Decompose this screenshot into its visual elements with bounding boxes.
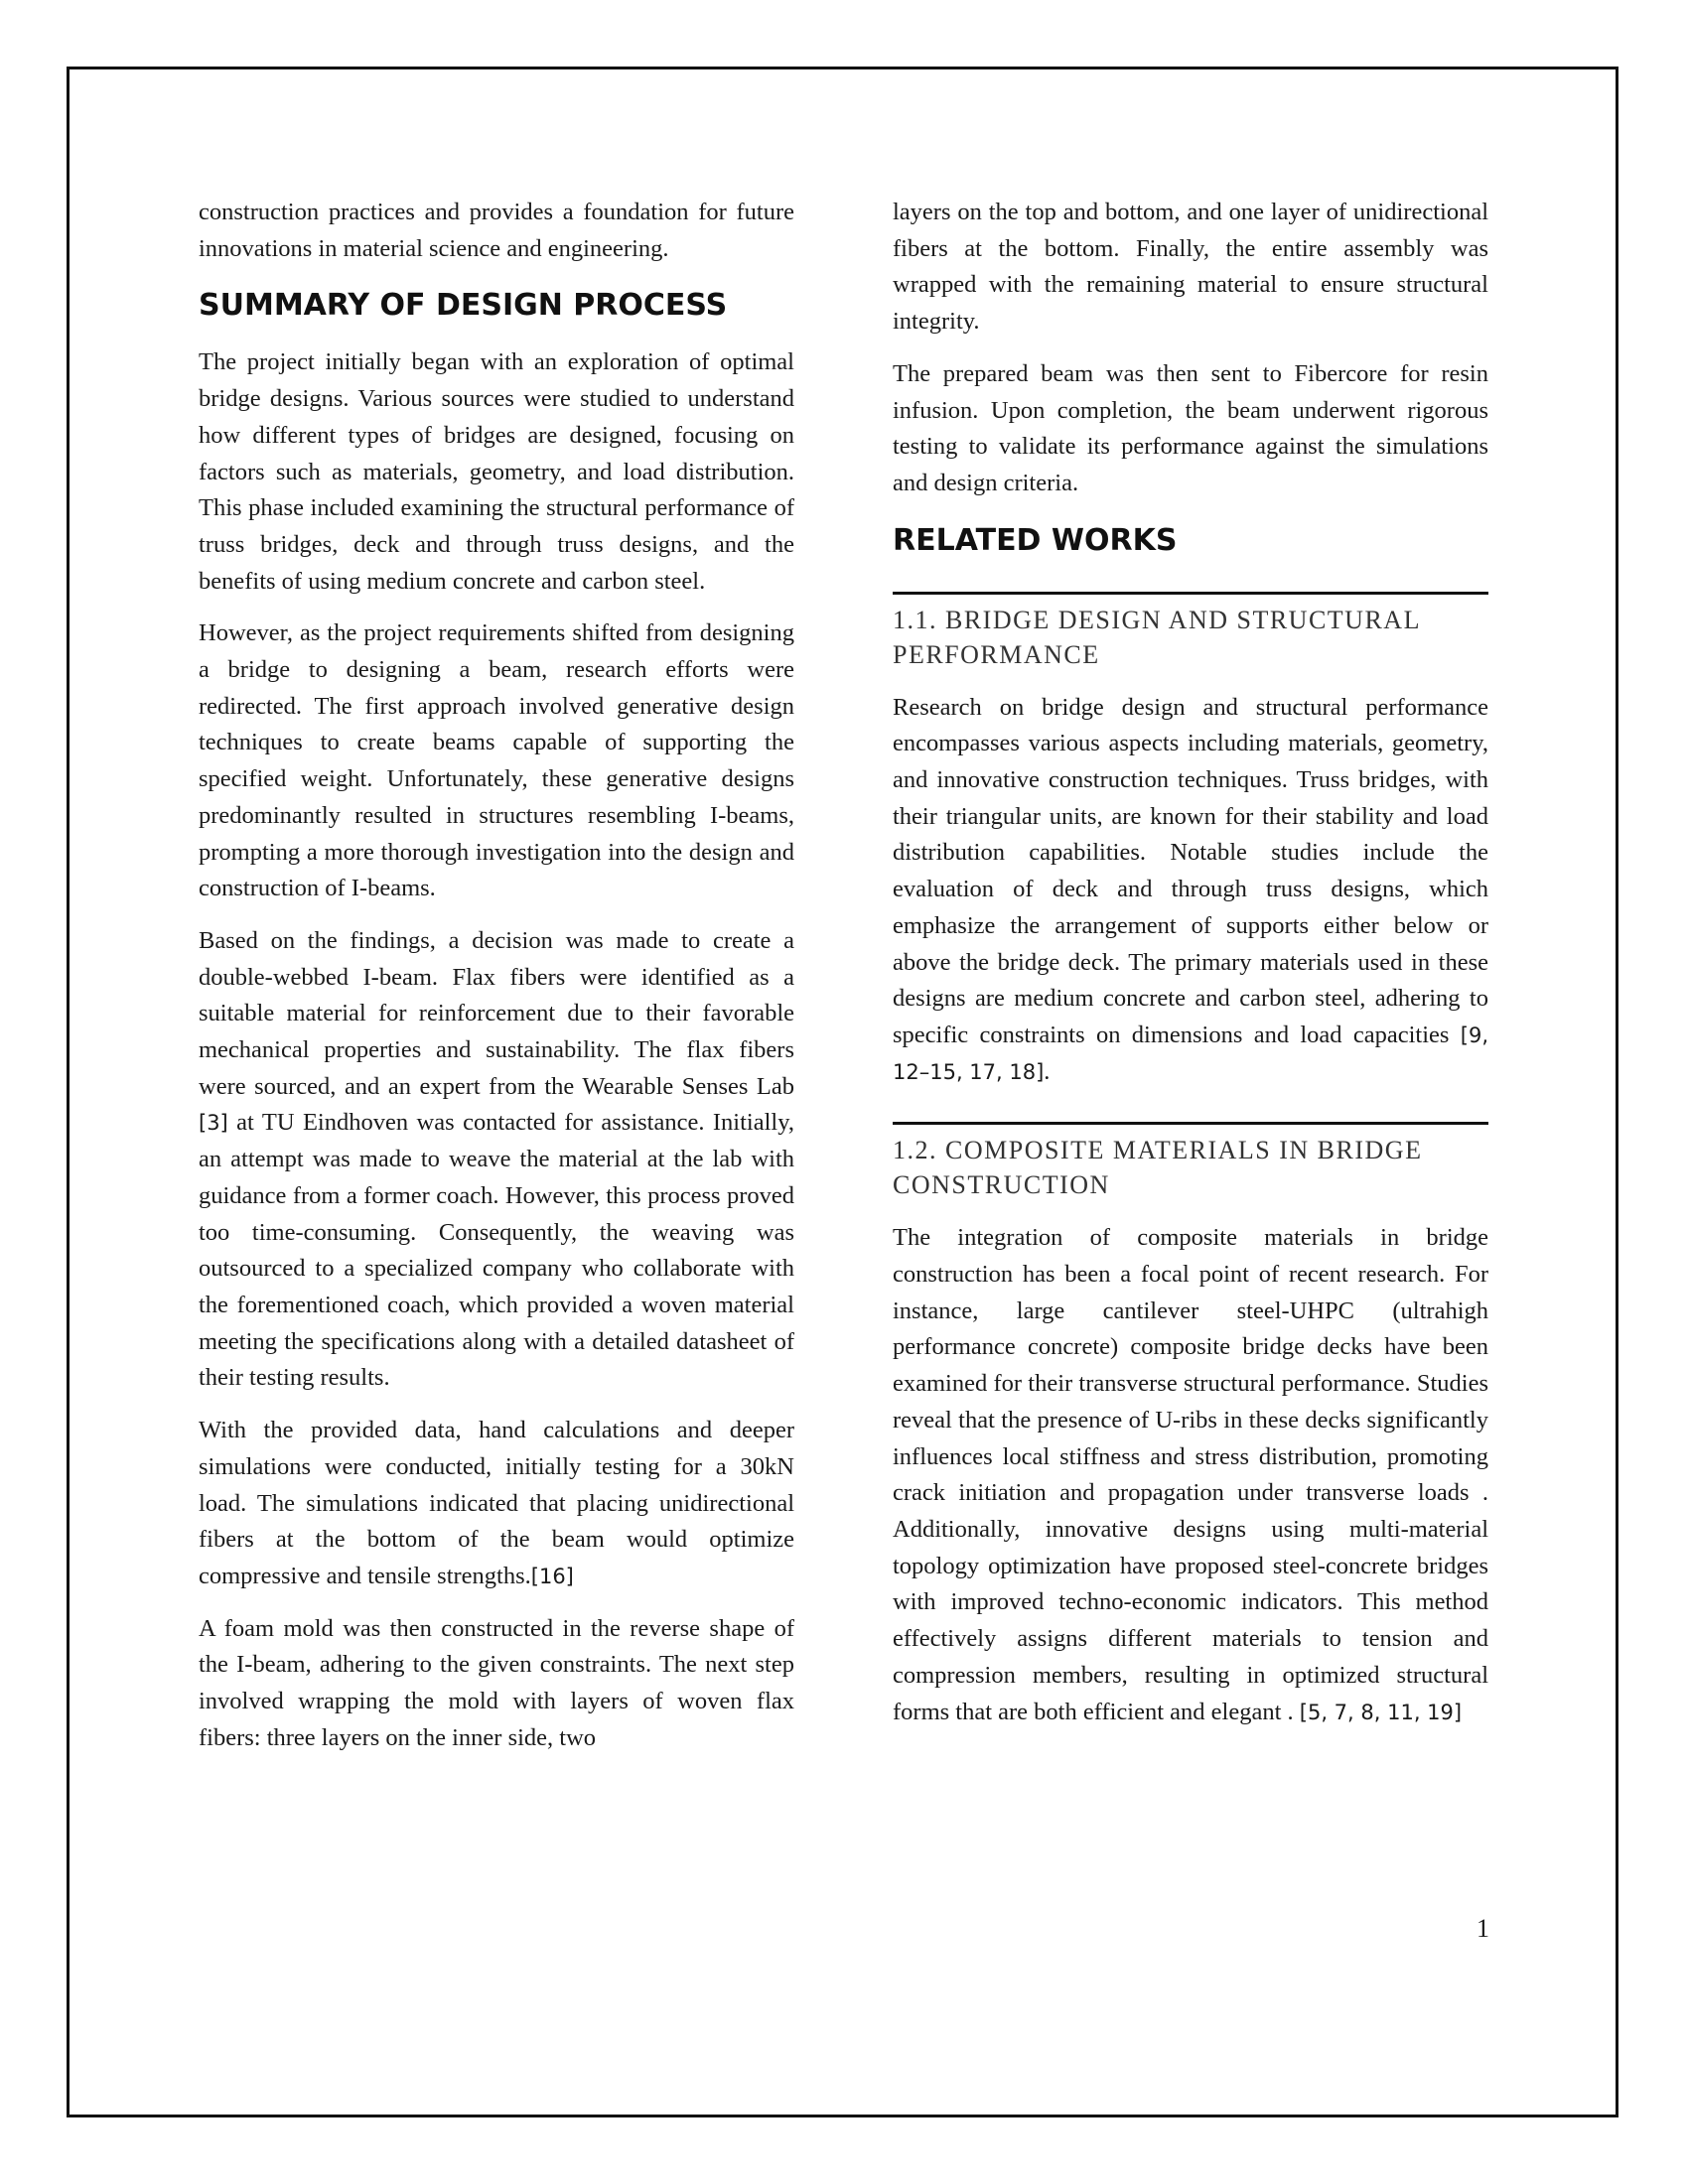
subsection-1-1-heading: 1.1. BRIDGE DESIGN AND STRUCTURAL PERFORMANCE [893, 592, 1488, 672]
bridge-design-period: . [1044, 1057, 1051, 1085]
left-column [199, 195, 794, 1772]
foam-mold-paragraph-end: layers on the top and bottom, and one layer of unidirectional fibers at the bottom. Finally, the entire assembly was wrapped with the remaining material to ensure structural integrity. [893, 199, 1488, 336]
flax-fiber-text-before-citation: Based on the findings, a decision was made to create a double-webbed I-beam. Flax fibers were identified as a suitable material for reinforcement due to their favorable mechanical properties and sustainability. The flax fibers were sourced, and an expert from the Wearable Senses Lab [199, 926, 794, 1100]
bridge-design-paragraph [893, 690, 1488, 1091]
page-number: 1 [1477, 1914, 1489, 1943]
flax-fiber-paragraph [199, 923, 794, 1397]
resin-infusion-paragraph: The prepared beam was then sent to Fibercore for resin infusion. Upon completion, the beam underwent rigorous testing to validate its performance against the simulations and design criteria. [893, 359, 1488, 496]
composite-materials-text: The integration of composite materials in bridge construction has been a focal point of recent research. For instance, large cantilever steel-UHPC (ultrahigh performance concrete) composite bridge decks have been examined for their transverse structural performance. Studies reveal that the presence of U-ribs in these decks significantly influences local stiffness and stress distribution, promoting crack initiation and propagation under transverse loads . Additionally, innovative designs using multi-material topology optimization have proposed steel-concrete bridges with improved techno-economic indicators. This method effectively assigns different materials to tension and compression members, resulting in optimized structural forms that are both efficient and elegant . [893, 1224, 1488, 1725]
related-works-heading: RELATED WORKS [893, 522, 1178, 558]
citation-3: [3] [199, 1111, 228, 1136]
exploration-paragraph: The project initially began with an exploration of optimal bridge designs. Various sources were studied to understand how different types of bridges are designed, focusing on factors such as materials, geometry, and load distribution. This phase included examining the structural performance of truss bridges, deck and through truss designs, and the benefits of using medium concrete and carbon steel. [199, 348, 794, 595]
subsection-1-2-heading: 1.2. COMPOSITE MATERIALS IN BRIDGE CONSTRUCTION [893, 1122, 1488, 1202]
flax-fiber-text-after-citation: at TU Eindhoven was contacted for assistance. Initially, an attempt was made to weave the material at the lab with guidance from a former coach. However, this process proved too time-consuming. Consequently, the weaving was outsourced to a specialized company who collaborate with the forementioned coach, which provided a woven material meeting the specifications along with a detailed datasheet of their testing results. [199, 1109, 794, 1392]
requirements-shift-paragraph: However, as the project requirements shifted from designing a bridge to designing a beam, research efforts were redirected. The first approach involved generative design techniques to create beams capable of supporting the specified weight. Unfortunately, these generative designs predominantly resulted in structures resembling I-beams, prompting a more thorough investigation into the design and construction of I-beams. [199, 619, 794, 902]
composite-materials-paragraph [893, 1220, 1488, 1730]
simulation-paragraph [199, 1413, 794, 1595]
right-column [893, 195, 1488, 1746]
citation-composite-materials: [5, 7, 8, 11, 19] [1299, 1700, 1463, 1724]
intro-continuation-paragraph: construction practices and provides a foundation for future innovations in material science and engineering. [199, 199, 794, 262]
summary-section-heading: SUMMARY OF DESIGN PROCESS [199, 288, 728, 324]
simulation-text: With the provided data, hand calculations and deeper simulations were conducted, initially testing for a 30kN load. The simulations indicated that placing unidirectional fibers at the bottom of the beam would optimize compressive and tensile strengths. [199, 1417, 794, 1589]
bridge-design-text: Research on bridge design and structural performance encompasses various aspects including materials, geometry, and innovative construction techniques. Truss bridges, with their triangular units, are known for their stability and load distribution capabilities. Notable studies include the evaluation of deck and through truss designs, which emphasize the arrangement of supports either below or above the bridge deck. The primary materials used in these designs are medium concrete and carbon steel, adhering to specific constraints on dimensions and load capacities [893, 693, 1488, 1048]
citation-bridge-design: [9, 12–15, 17, 18] [893, 1023, 1488, 1084]
foam-mold-paragraph-start: A foam mold was then constructed in the reverse shape of the I-beam, adhering to the given constraints. The next step involved wrapping the mold with layers of woven flax fibers: three layers on the inner side, two [199, 1614, 794, 1751]
citation-16: [16] [530, 1564, 574, 1588]
